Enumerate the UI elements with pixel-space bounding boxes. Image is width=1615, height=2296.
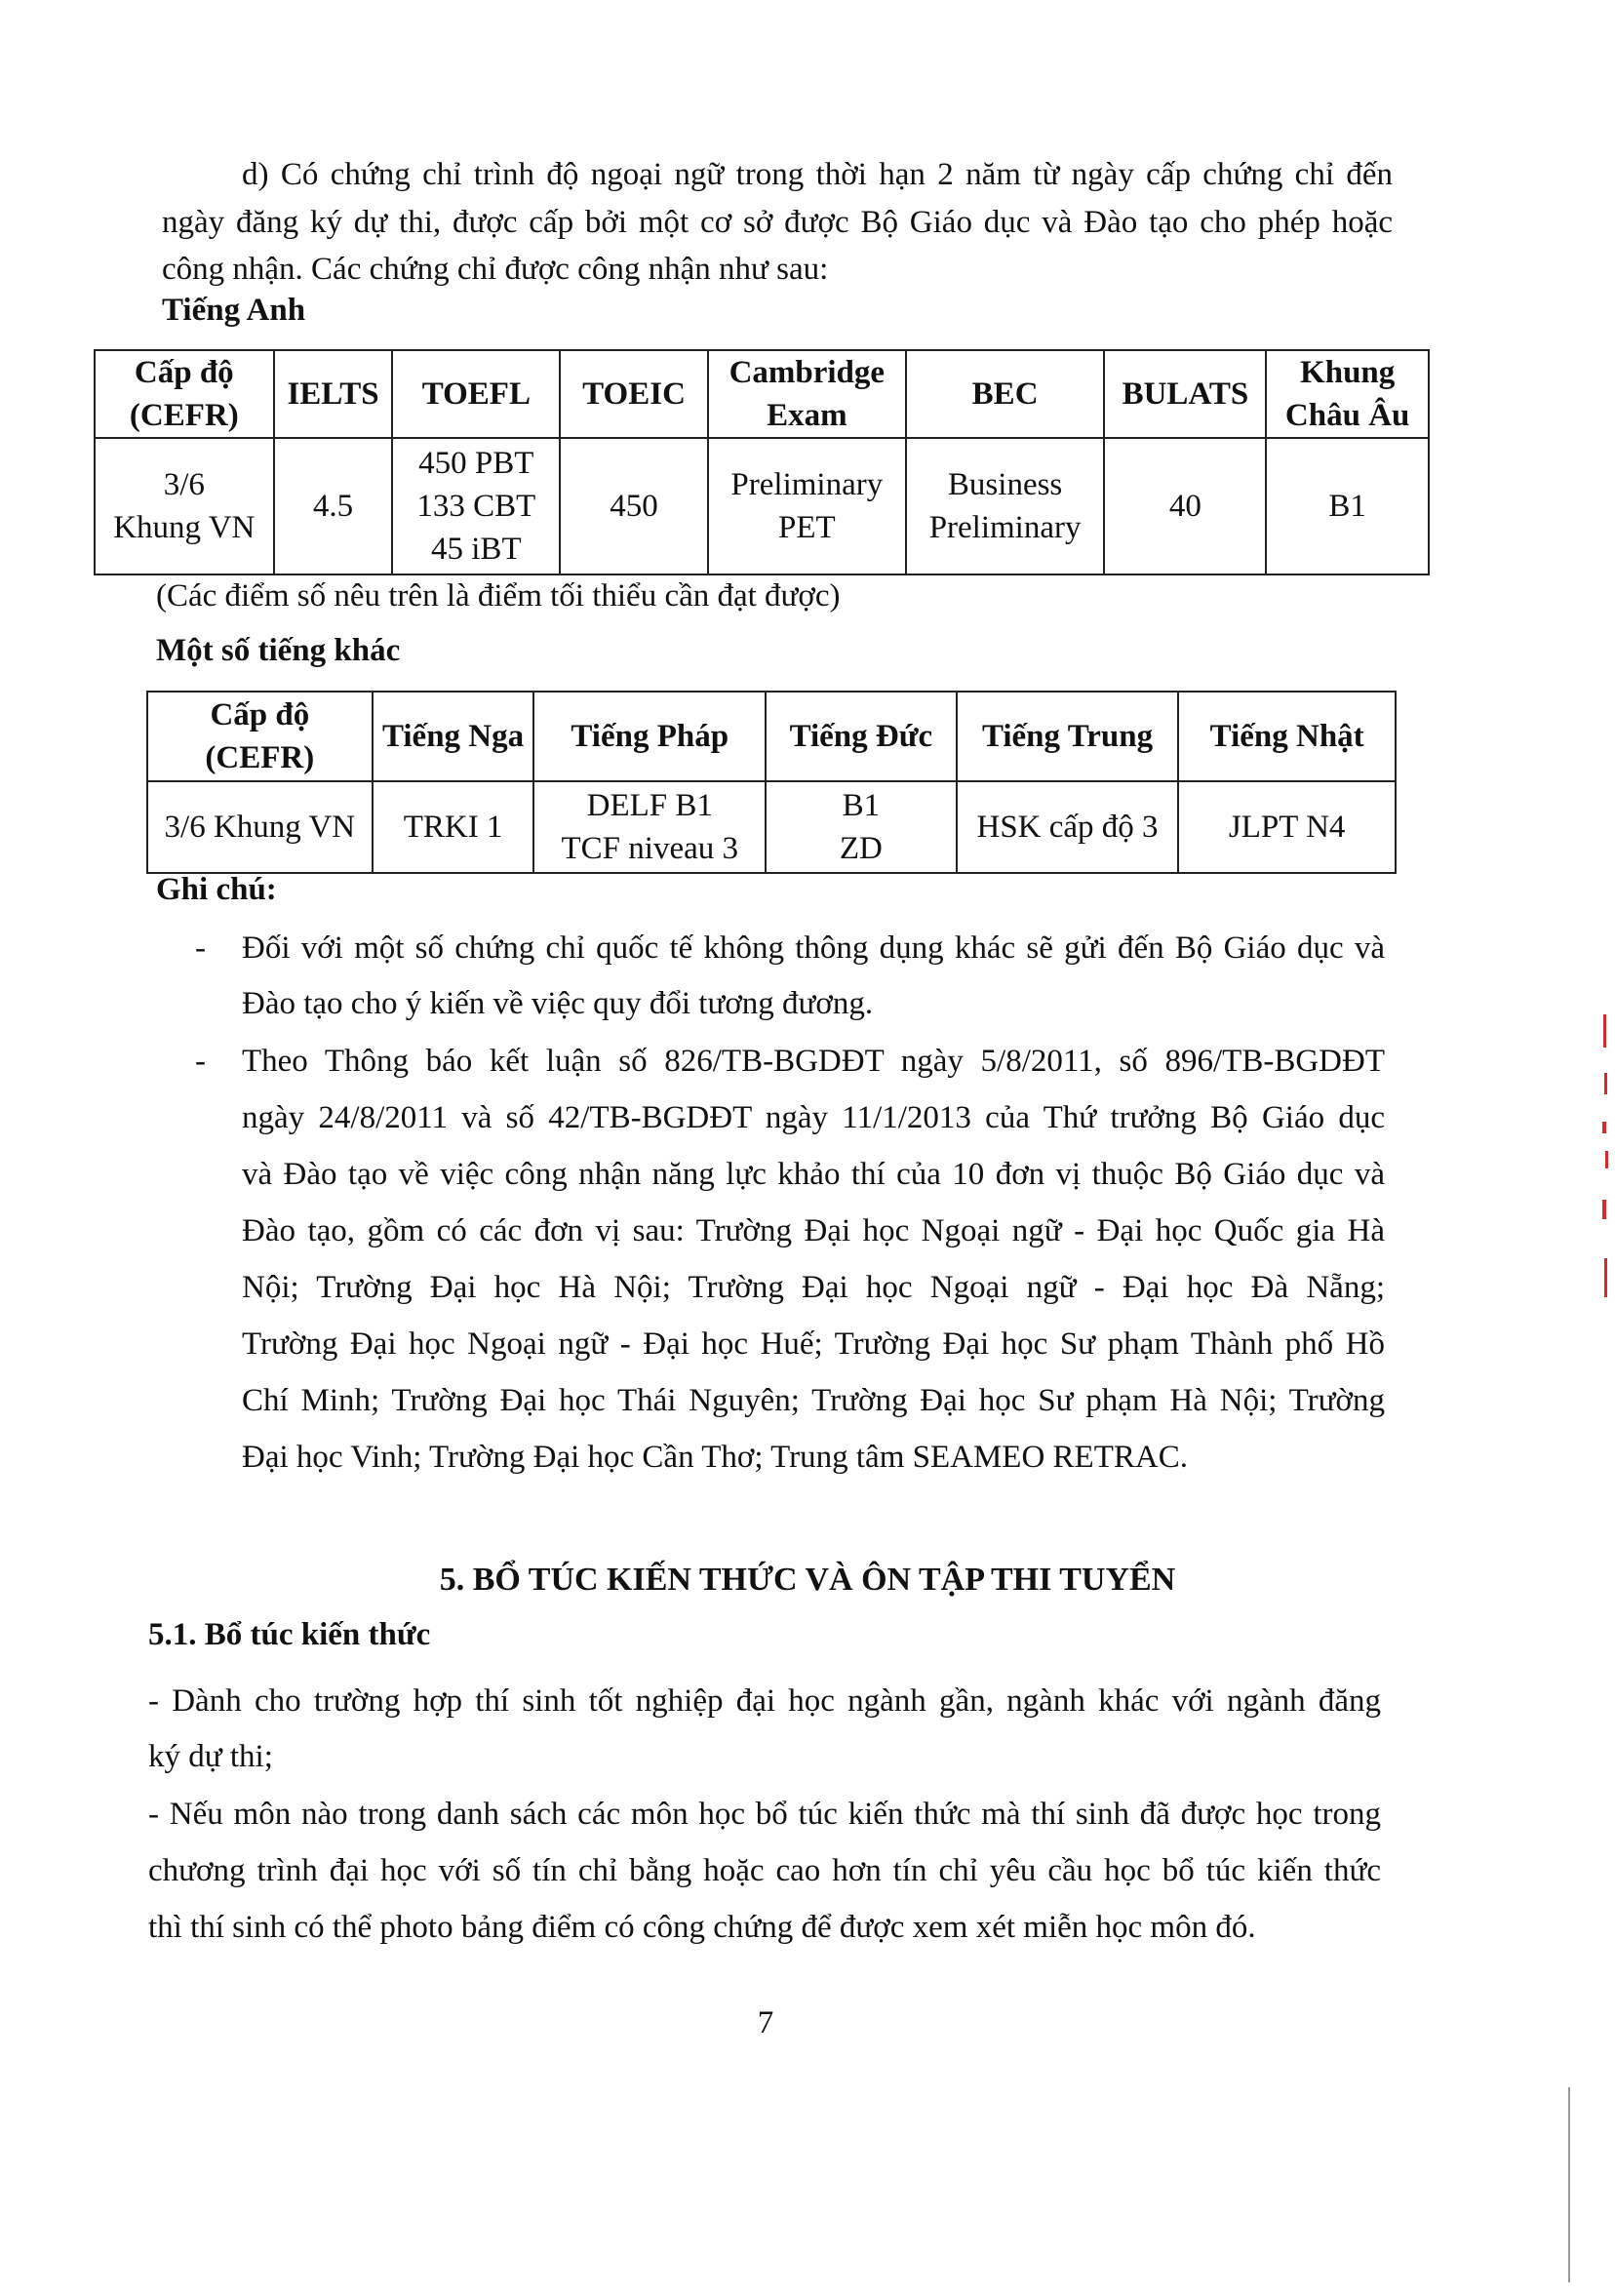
bullet-dash-2: - [195,1044,206,1079]
note-bullet-2-line-1: Theo Thông báo kết luận số 826/TB-BGDĐT ngày 5/8/2011, số 896/TB-BGDĐT [242,1044,1385,1079]
note-bullet-1-line-1: Đối với một số chứng chỉ quốc tế không thông dụng khác sẽ gửi đến Bộ Giáo dục và [242,930,1385,966]
english-certificate-table [94,349,1430,575]
cell-german: B1 ZD [766,781,957,873]
header-toefl: TOEFL [392,350,560,438]
note-bullet-2-line-2: ngày 24/8/2011 và số 42/TB-BGDĐT ngày 11/1/2013 của Thứ trưởng Bộ Giáo dục [242,1100,1385,1135]
cell-russian: TRKI 1 [373,781,534,873]
other-languages-table [146,691,1397,874]
cell-framework: B1 [1266,438,1429,574]
english-header-row [95,350,1429,438]
english-note: (Các điểm số nêu trên là điểm tối thiểu cần đạt được) [156,578,841,614]
header-ielts: IELTS [274,350,393,438]
intro-line-3: công nhận. Các chứng chỉ được công nhận như sau: [162,252,829,287]
section-5-1-para-2-line-1: - Nếu môn nào trong danh sách các môn học bổ túc kiến thức mà thí sinh đã được học trong [148,1797,1381,1832]
header-french: Tiếng Pháp [533,692,766,781]
header-toeic: TOEIC [560,350,708,438]
other-header-row [147,692,1396,781]
note-bullet-2-line-5: Nội; Trường Đại học Hà Nội; Trường Đại học Ngoại ngữ - Đại học Đà Nẵng; [242,1270,1385,1305]
header-cefr-other: Cấp độ (CEFR) [147,692,373,781]
bullet-dash-1: - [195,930,206,966]
cell-toeic: 450 [560,438,708,574]
header-german: Tiếng Đức [766,692,957,781]
note-bullet-1-line-2: Đào tạo cho ý kiến về việc quy đổi tương đương. [242,986,874,1021]
note-bullet-2-line-8: Đại học Vinh; Trường Đại học Cần Thơ; Trung tâm SEAMEO RETRAC. [242,1440,1188,1475]
other-data-row [147,781,1396,873]
section-5-1-para-1-line-2: ký dự thi; [148,1739,273,1774]
section-5-1-title: 5.1. Bổ túc kiến thức [148,1617,431,1652]
section-5-1-para-1-line-1: - Dành cho trường hợp thí sinh tốt nghiệp đại học ngành gần, ngành khác với ngành đăng [148,1683,1381,1719]
intro-line-1: d) Có chứng chỉ trình độ ngoại ngữ trong thời hạn 2 năm từ ngày cấp chứng chỉ đến [242,157,1393,192]
header-russian: Tiếng Nga [373,692,534,781]
intro-line-2: ngày đăng ký dự thi, được cấp bởi một cơ sở được Bộ Giáo dục và Đào tạo cho phép hoặc [162,205,1393,240]
cell-toefl: 450 PBT 133 CBT 45 iBT [392,438,560,574]
section-5-1-para-2-line-2: chương trình đại học với số tín chỉ bằng hoặc cao hơn tín chỉ yêu cầu học bổ túc kiến thức [148,1853,1381,1888]
cell-ielts: 4.5 [274,438,393,574]
header-bulats: BULATS [1104,350,1266,438]
note-bullet-2-line-7: Chí Minh; Trường Đại học Thái Nguyên; Trường Đại học Sư phạm Hà Nội; Trường [242,1383,1385,1418]
cell-chinese: HSK cấp độ 3 [957,781,1179,873]
cell-cambridge: Preliminary PET [708,438,906,574]
section-5-title: 5. BỔ TÚC KIẾN THỨC VÀ ÔN TẬP THI TUYỂN [439,1562,1176,1598]
section-5-1-para-2-line-3: thì thí sinh có thể photo bảng điểm có công chứng để được xem xét miễn học môn đó. [148,1910,1256,1945]
note-bullet-2-line-6: Trường Đại học Ngoại ngữ - Đại học Huế; Trường Đại học Sư phạm Thành phố Hồ [242,1326,1385,1362]
header-chinese: Tiếng Trung [957,692,1179,781]
header-bec: BEC [906,350,1105,438]
cell-bec: Business Preliminary [906,438,1105,574]
header-cefr: Cấp độ (CEFR) [95,350,274,438]
english-heading: Tiếng Anh [162,293,306,328]
notes-heading: Ghi chú: [156,872,277,907]
header-japanese: Tiếng Nhật [1178,692,1396,781]
scan-binding-line [1568,2087,1570,2282]
page-number: 7 [757,2005,774,2040]
header-framework: Khung Châu Âu [1266,350,1429,438]
cell-japanese: JLPT N4 [1178,781,1396,873]
other-languages-heading: Một số tiếng khác [156,633,401,668]
english-data-row [95,438,1429,574]
note-bullet-2-line-4: Đào tạo, gồm có các đơn vị sau: Trường Đại học Ngoại ngữ - Đại học Quốc gia Hà [242,1213,1385,1248]
cell-bulats: 40 [1104,438,1266,574]
cell-level-other: 3/6 Khung VN [147,781,373,873]
note-bullet-2-line-3: và Đào tạo về việc công nhận năng lực khảo thí của 10 đơn vị thuộc Bộ Giáo dục và [242,1157,1385,1192]
header-cambridge: Cambridge Exam [708,350,906,438]
cell-french: DELF B1 TCF niveau 3 [533,781,766,873]
stamp-mark-icon [1599,1014,1613,1307]
cell-level: 3/6 Khung VN [95,438,274,574]
